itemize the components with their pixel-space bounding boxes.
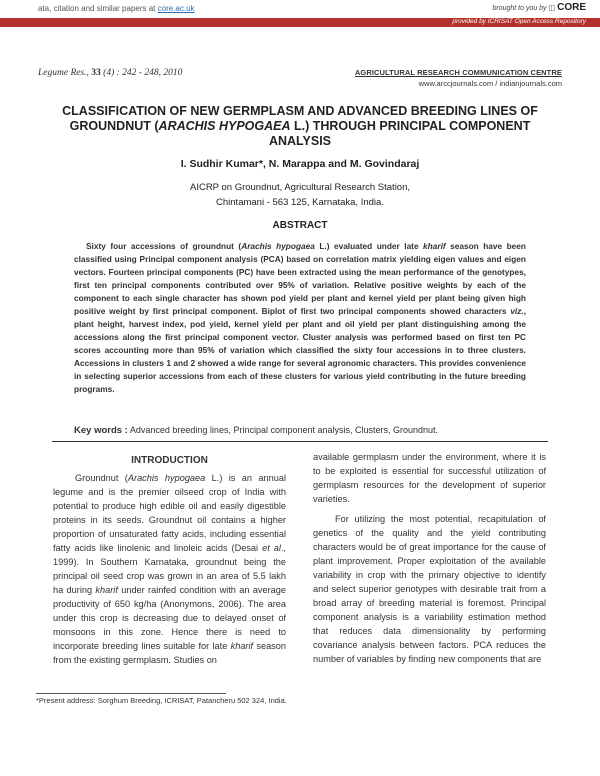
journal-volume: 33 bbox=[91, 68, 101, 78]
introduction-heading: INTRODUCTION bbox=[131, 455, 208, 466]
provider-text: provided by ICRISAT Open Access Repository bbox=[452, 18, 586, 25]
brought-by-text: brought to you by bbox=[492, 5, 547, 12]
journal-citation bbox=[38, 68, 182, 78]
core-brand-name: CORE bbox=[557, 2, 586, 13]
intro-paragraph-1: Groundnut (Arachis hypogaea L.) is an annual legume and is the premier oilseed crop of India with potential to produce high edible oil and easily digestible proteins in its seeds. Groundnut oil contains a higher proportion of unsaturated fatty acids, including essential fatty acids like linolenic and linoleic acids (Desai et al., 1999). In Southern Karnataka, groundnut being the principal oil seed crop was grown in an area of 5.5 lakh ha during kharif under rainfed condition with an average productivity of 650 kg/ha (Anonymons, 2006). The area under this crop is decreasing due to delayed onset of monsoons in this zone. Hence there is need to incorporate breeding lines suitable for late kharif season from the existing germplasm. Studies on bbox=[53, 473, 287, 665]
abstract-body: Sixty four accessions of groundnut (Arachis hypogaea L.) evaluated under late kharif season have been classified using Principal component analysis (PCA) based on correlation matrix yielding eigen values and eigen vectors. Fourteen principal components (PC) have been extracted using the mean performance of the genotypes, first ten principal components contributed over 95% of variation. Relative positive weights by each of the component to each single character has shown pod yield per plant and kernel yield per plant being given high positive weight by first principal component. Biplot of first two principal components showed characters viz., plant height, harvest index, pod yield, kernel yield per plant and oil yield per plant distinguishing among the accessions along the first principal component vector. Cluster analysis was performed based on first ten PC scores accounting more than 95% of variation which classified the sixty four accessions in to three clusters. Accessions in clusters 1 and 2 showed a wide range for several agronomic characters. This provides convenience in selecting superior accessions from each of these clusters for various yield contributing in the future breeding programs. bbox=[74, 241, 526, 394]
keywords-label: Key words : bbox=[74, 425, 128, 436]
core-brand[interactable] bbox=[492, 2, 586, 13]
core-logo-icon: ◫ bbox=[548, 5, 556, 12]
publisher-name: AGRICULTURAL RESEARCH COMMUNICATION CENTRE bbox=[354, 68, 562, 77]
footnote-divider bbox=[36, 693, 226, 694]
citation-text: ata, citation and similar papers at bbox=[38, 4, 156, 13]
top-banner bbox=[0, 0, 600, 20]
authors: I. Sudhir Kumar*, N. Marappa and M. Govindaraj bbox=[180, 158, 420, 170]
keywords-text: Advanced breeding lines, Principal component analysis, Clusters, Groundnut. bbox=[129, 425, 439, 435]
citation-link-bar bbox=[38, 4, 195, 13]
intro-paragraph-3: For utilizing the most potential, recapitulation of genetics of the quality and the yield contributing characters would be of great importance for the cause of plant improvement. Proper exploitation of the available variability in crop with the primary objective to identify and select superior genotypes with desirable trait from a broad array of breeding material is foremost. Principal component analysis is a variability estimation method that reduces data dimensionality by performing covariance analysis between factors. PCA reduces the number of variables by finding new components that are bbox=[313, 514, 546, 664]
core-link[interactable]: core.ac.uk bbox=[157, 4, 195, 13]
abstract-heading: ABSTRACT bbox=[272, 220, 328, 231]
journal-issue: (4) : 242 - 248, 2010 bbox=[103, 68, 183, 78]
affiliation: AICRP on Groundnut, Agricultural Research Station, Chintamani - 563 125, Karnataka, India. bbox=[189, 182, 411, 208]
publisher-website[interactable]: www.arccjournals.com / indianjournals.com bbox=[418, 79, 562, 88]
keywords bbox=[74, 425, 534, 436]
publisher-block bbox=[355, 68, 562, 88]
provider-bar bbox=[0, 18, 600, 27]
intro-paragraph-2: available germplasm under the environment, where it is to be exploited is essential for successful utilization of germplasm resources for the development of superior varieties. bbox=[313, 452, 546, 504]
right-column bbox=[313, 450, 546, 666]
section-divider bbox=[52, 441, 548, 442]
left-column bbox=[53, 450, 286, 667]
footnote: *Present address: Sorghum Breeding, ICRISAT, Patancheru 502 324, India. bbox=[36, 696, 287, 705]
paper-title: CLASSIFICATION OF NEW GERMPLASM AND ADVANCED BREEDING LINES OF GROUNDNUT (ARACHIS HYPOGAEA L.) THROUGH PRINCIPAL COMPONENT ANALYSIS bbox=[62, 104, 538, 148]
journal-name: Legume Res., bbox=[38, 68, 89, 78]
